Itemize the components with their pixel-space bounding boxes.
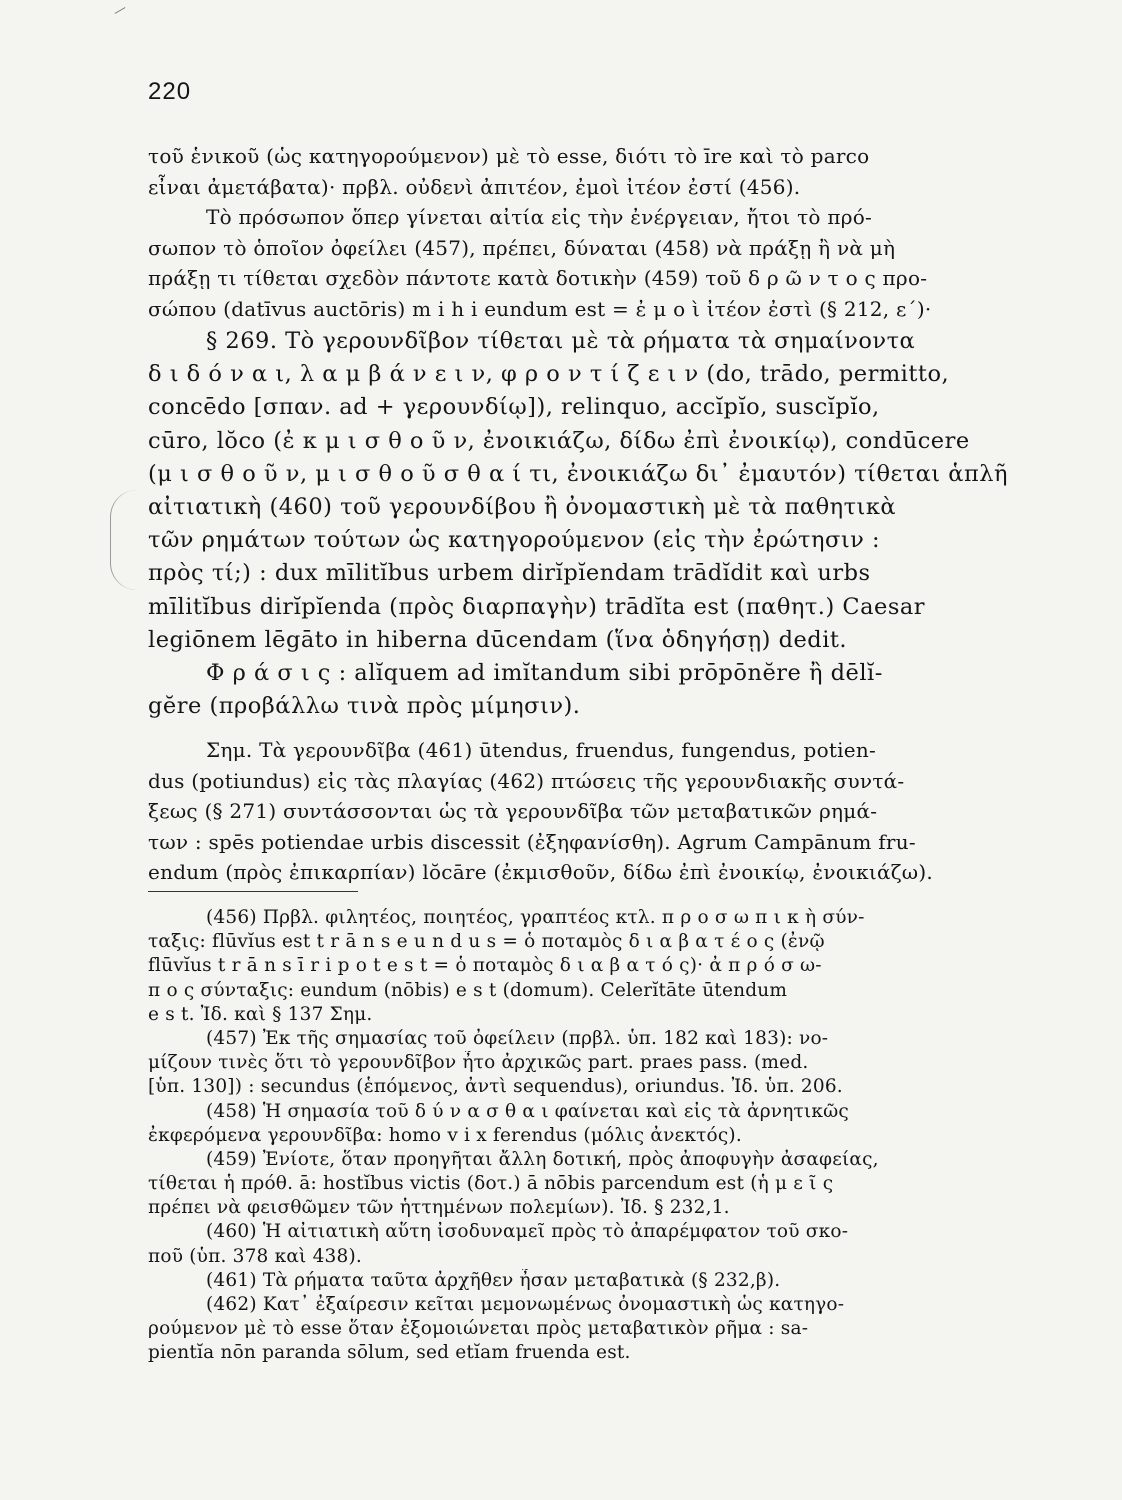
text-line: πράξῃ τι τίθεται σχεδὸν πάντοτε κατὰ δοτικὴν (459) τοῦ δ ρ ῶ ν τ ο ς προ-: [148, 266, 928, 291]
text-line: legiōnem lēgāto in hiberna dūcendam (ἵνα ὁδηγήσῃ) dedit.: [148, 626, 848, 653]
margin-mark: [115, 7, 126, 14]
footnote-line: (456) Πρβλ. φιλητέος, ποιητέος, γραπτέος κτλ. π ρ ο σ ω π ι κ ὴ σύν-: [206, 907, 865, 928]
footnote-line: π ο ς σύνταξις: eundum (nōbis) e s t (domum). Celerĭtāte ūtendum: [148, 979, 788, 1001]
footnote-line: ταξις: flūvĭus est t r ā n s e u n d u s = ὁ ποταμὸς δ ι α β α τ έ ο ς (ἐνῷ: [148, 931, 825, 953]
footnote-line: τίθεται ἡ πρόθ. ā: hostĭbus victis (δοτ.) ā nōbis parcendum est (ἡ μ ε ῖ ς: [148, 1173, 834, 1195]
footnote-line: (461) Τὰ ρήματα ταῦτα ἀρχῆθεν ἦσαν μεταβατικὰ (§ 232,β).: [206, 1269, 781, 1291]
margin-bracket: [110, 490, 137, 590]
text-line: σώπου (datīvus auctōris) m i h i eundum est = ἐ μ ο ὶ ἰτέον ἐστὶ (§ 212, ε΄)·: [148, 296, 932, 321]
section-heading-line: § 269. Τὸ γερουνδῖβον τίθεται μὲ τὰ ρήματα τὰ σημαίνοντα: [206, 328, 916, 354]
footnote-rule: [148, 891, 358, 892]
footnote-line: (457) Ἐκ τῆς σημασίας τοῦ ὀφείλειν (πρβλ. ὑπ. 182 καὶ 183): νο-: [206, 1027, 829, 1049]
intro-paragraph: [148, 141, 1030, 325]
text-line: ξεως (§ 271) συντάσσονται ὡς τὰ γερουνδῖβα τῶν μεταβατικῶν ρημά-: [148, 799, 878, 824]
footnote-line: flūvĭus t r ā n s ī r i p o t e s t = ὁ ποταμὸς δ ι α β α τ ό ς)· ἀ π ρ ό σ ω-: [148, 955, 822, 977]
text-line: Φ ρ ά σ ι ς : alĭquem ad imĭtandum sibi prōpōnĕre ἢ dēlĭ-: [206, 659, 883, 686]
footnote-line: [ὑπ. 130]) : secundus (ἑπόμενος, ἀντὶ sequendus), oriundus. Ἰδ. ὑπ. 206.: [148, 1076, 843, 1098]
footnote-line: ποῦ (ὑπ. 378 καὶ 438).: [148, 1245, 362, 1267]
text-line: Σημ. Τὰ γερουνδῖβα (461) ūtendus, fruendus, fungendus, potien-: [206, 738, 877, 762]
footnote-line: (462) Κατ᾿ ἐξαίρεσιν κεῖται μεμονωμένως ὀνομαστικὴ ὡς κατηγο-: [206, 1294, 845, 1315]
text-line: σωπον τὸ ὁποῖον ὀφείλει (457), πρέπει, δύναται (458) νὰ πράξῃ ἢ νὰ μὴ: [148, 235, 896, 260]
footnote-line: ρούμενον μὲ τὸ esse ὅταν ἐξομοιώνεται πρὸς μεταβατικὸν ρῆμα : sa-: [148, 1318, 809, 1340]
text-line: endum (πρὸς ἐπικαρπίαν) lŏcāre (ἐκμισθοῦν, δίδω ἐπὶ ἐνοικίῳ, ἐνοικιάζω).: [148, 860, 934, 885]
footnote-line: μίζουν τινὲς ὅτι τὸ γερουνδῖβον ἦτο ἀρχικῶς part. praes pass. (med.: [148, 1052, 809, 1074]
text-line: τοῦ ἑνικοῦ (ὡς κατηγορούμενον) μὲ τὸ esse, διότι τὸ īre καὶ τὸ parco: [148, 144, 870, 168]
footnotes: [148, 906, 1030, 1366]
text-line: Τὸ πρόσωπον ὅπερ γίνεται αἰτία εἰς τὴν ἐνέργειαν, ἤτοι τὸ πρό-: [206, 205, 873, 230]
text-line: gĕre (προβάλλω τινὰ πρὸς μίμησιν).: [148, 693, 581, 720]
footnote-line: pientĭa nōn paranda sōlum, sed etĭam fruenda est.: [148, 1342, 631, 1364]
footnote-line: ἐκφερόμενα γερουνδῖβα: homo v i x ferendus (μόλις ἀνεκτός).: [148, 1124, 742, 1146]
page-number: 220: [148, 78, 192, 105]
text-line: dus (potiundus) εἰς τὰς πλαγίας (462) πτώσεις τῆς γερουνδιακῆς συντά-: [148, 768, 905, 793]
footnote-line: πρέπει νὰ φεισθῶμεν τῶν ἡττημένων πολεμίων). Ἰδ. § 232,1.: [148, 1197, 730, 1219]
text-line: concēdo [σπαν. ad + γερουνδίῳ]), relinquo, accĭpĭo, suscĭpĭo,: [148, 394, 880, 421]
footnote-line: (458) Ἡ σημασία τοῦ δ ύ ν α σ θ α ι φαίνεται καὶ εἰς τὰ ἀρνητικῶς: [206, 1100, 849, 1122]
text-line: εἶναι ἀμετάβατα)· πρβλ. οὐδενὶ ἀπιτέον, ἐμοὶ ἰτέον ἐστί (456).: [148, 174, 801, 199]
text-line: (μ ι σ θ ο ῦ ν, μ ι σ θ ο ῦ σ θ α ί τι, ἐνοικιάζω δι᾿ ἐμαυτόν) τίθεται ἁπλῆ: [148, 460, 1008, 487]
text-line: cūro, lŏco (ἐ κ μ ι σ θ ο ῦ ν, ἐνοικιάζω, δίδω ἐπὶ ἐνοικίῳ), condūcere: [148, 427, 970, 454]
text-line: mīlitĭbus dirĭpĭenda (πρὸς διαρπαγὴν) trādĭta est (παθητ.) Caesar: [148, 593, 926, 620]
text-line: των : spēs potiendae urbis discessit (ἐξηφανίσθη). Agrum Campānum fru-: [148, 829, 916, 854]
footnote-line: e s t. Ἰδ. καὶ § 137 Σημ.: [148, 1003, 373, 1025]
text-line: πρὸς τί;) : dux mīlitĭbus urbem dirĭpĭendam trādĭdit καὶ urbs: [148, 560, 871, 587]
text-line: δ ι δ ό ν α ι, λ α μ β ά ν ε ι ν, φ ρ ο ν τ ί ζ ε ι ν (do, trādo, permitto,: [148, 361, 950, 388]
footnote-line: (460) Ἡ αἰτιατικὴ αὕτη ἰσοδυναμεῖ πρὸς τὸ ἀπαρέμφατον τοῦ σκο-: [206, 1221, 849, 1243]
footnote-line: (459) Ἐνίοτε, ὅταν προηγῆται ἄλλη δοτική, πρὸς ἀποφυγὴν ἀσαφείας,: [206, 1148, 879, 1170]
section-269: [148, 325, 1030, 723]
text-line: τῶν ρημάτων τούτων ὡς κατηγορούμενον (εἰς τὴν ἐρώτησιν :: [148, 527, 881, 554]
text-line: αἰτιατικὴ (460) τοῦ γερουνδίβου ἢ ὀνομαστικὴ μὲ τὰ παθητικὰ: [148, 493, 897, 520]
note-paragraph: [148, 735, 1030, 888]
